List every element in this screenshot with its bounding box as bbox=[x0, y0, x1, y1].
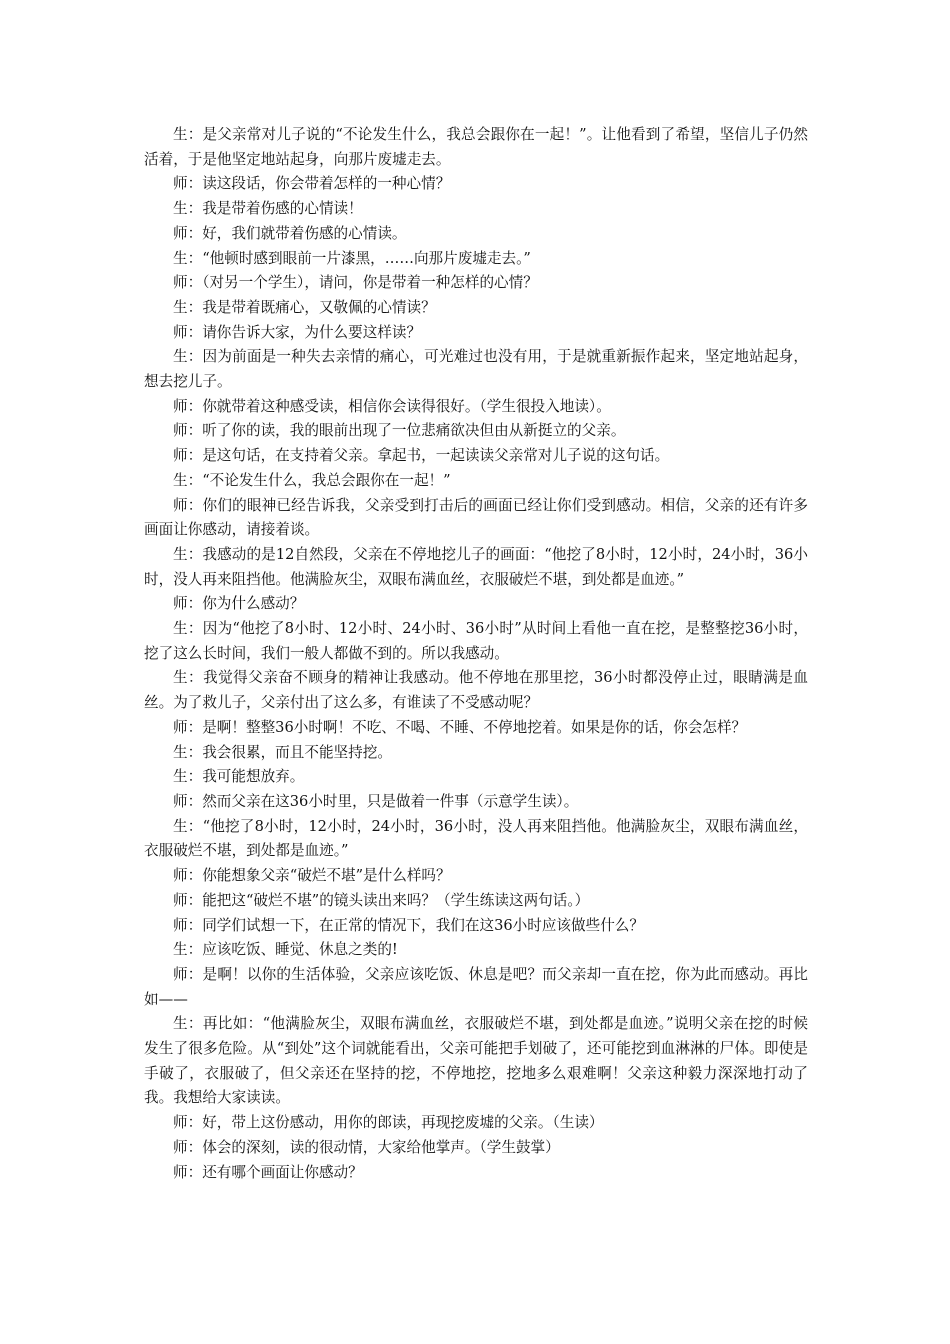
paragraph: 师：是这句话，在支持着父亲。拿起书，一起读读父亲常对儿子说的这句话。 bbox=[173, 447, 670, 465]
paragraph: 师：同学们试想一下，在正常的情况下，我们在这36小时应该做些什么？ bbox=[173, 916, 644, 934]
paragraph: 生：我是带着既痛心，又敬佩的心情读？ bbox=[173, 298, 436, 316]
paragraph: 师：是啊！以你的生活体验，父亲应该吃饭、休息是吧？而父亲却一直在挖，你为此而感动。再比如—— bbox=[144, 965, 808, 1008]
paragraph: 生：我会很累，而且不能坚持挖。 bbox=[173, 743, 392, 761]
paragraph: 师：请你告诉大家，为什么要这样读？ bbox=[173, 323, 422, 341]
paragraph: 师：读这段话，你会带着怎样的一种心情？ bbox=[173, 175, 451, 193]
paragraph: 生：“他顿时感到眼前一片漆黑，……向那片废墟走去。” bbox=[173, 249, 531, 267]
paragraph: 师：能把这“破烂不堪”的镜头读出来吗？（学生练读这两句话。） bbox=[173, 891, 590, 909]
paragraph: 师：你能想象父亲“破烂不堪”是什么样吗？ bbox=[173, 867, 451, 885]
paragraph: 生：我可能想放弃。 bbox=[173, 768, 305, 786]
paragraph: 生：应该吃饭、睡觉、休息之类的! bbox=[173, 941, 398, 959]
paragraph: 师：然而父亲在这36小时里，只是做着一件事（示意学生读）。 bbox=[173, 792, 579, 810]
paragraph: 师：你为什么感动？ bbox=[173, 595, 305, 613]
paragraph: 师：（对另一个学生），请问，你是带着一种怎样的心情？ bbox=[173, 274, 538, 292]
paragraph: 生：“不论发生什么，我总会跟你在一起！” bbox=[173, 471, 451, 489]
paragraph: 师：体会的深刻，读的很动情，大家给他掌声。（学生鼓掌） bbox=[173, 1138, 560, 1156]
paragraph: 生：我感动的是12自然段，父亲在不停地挖儿子的画面：“他挖了8小时，12小时，24小时，36小时，没人再来阻挡他。他满脸灰尘，双眼布满血丝，衣服破烂不堪，到处都是血迹。” bbox=[144, 545, 808, 588]
paragraph: 师：你就带着这种感受读，相信你会读得很好。（学生很投入地读）。 bbox=[173, 397, 611, 415]
paragraph: 师：是啊！整整36小时啊！不吃、不喝、不睡、不停地挖着。如果是你的话，你会怎样？ bbox=[173, 718, 747, 736]
paragraph: 生：“他挖了8小时，12小时，24小时，36小时，没人再来阻挡他。他满脸灰尘，双眼布满血丝，衣服破烂不堪，到处都是血迹。” bbox=[144, 817, 808, 860]
paragraph: 生：因为前面是一种失去亲情的痛心，可光难过也没有用，于是就重新振作起来，坚定地站起身，想去挖儿子。 bbox=[144, 348, 808, 391]
paragraph: 师：好，带上这份感动，用你的郎读，再现挖废墟的父亲。（生读） bbox=[173, 1114, 604, 1132]
paragraph: 生：再比如：“他满脸灰尘，双眼布满血丝，衣服破烂不堪，到处都是血迹。”说明父亲在挖的时候发生了很多危险。从“到处”这个词就能看出，父亲可能把手划破了，还可能挖到血淋淋的尸体。即使是手破了，衣服破了，但父亲还在坚持的挖，不停地挖，挖地多么艰难啊！父亲这种毅力深深地打动了我。我想给大家读读。 bbox=[144, 1015, 808, 1107]
paragraph: 师：好，我们就带着伤感的心情读。 bbox=[173, 224, 407, 242]
paragraph: 师：还有哪个画面让你感动？ bbox=[173, 1163, 363, 1181]
paragraph: 师：你们的眼神已经告诉我，父亲受到打击后的画面已经让你们受到感动。相信，父亲的还有许多画面让你感动，请接着谈。 bbox=[144, 496, 808, 539]
document-body bbox=[144, 123, 808, 1185]
paragraph: 生：是父亲常对儿子说的“不论发生什么，我总会跟你在一起！”。让他看到了希望，坚信儿子仍然活着，于是他坚定地站起身，向那片废墟走去。 bbox=[144, 126, 808, 168]
paragraph: 师：听了你的读，我的眼前出现了一位悲痛欲决但由从新挺立的父亲。 bbox=[173, 422, 626, 440]
paragraph: 生：我觉得父亲奋不顾身的精神让我感动。他不停地在那里挖，36小时都没停止过，眼睛满是血丝。为了救儿子，父亲付出了这么多，有谁读了不受感动呢？ bbox=[144, 669, 808, 712]
paragraph: 生：我是带着伤感的心情读！ bbox=[173, 200, 363, 218]
paragraph: 生：因为“他挖了8小时、12小时、24小时、36小时”从时间上看他一直在挖，是整整挖36小时，挖了这么长时间，我们一般人都做不到的。所以我感动。 bbox=[144, 620, 808, 662]
